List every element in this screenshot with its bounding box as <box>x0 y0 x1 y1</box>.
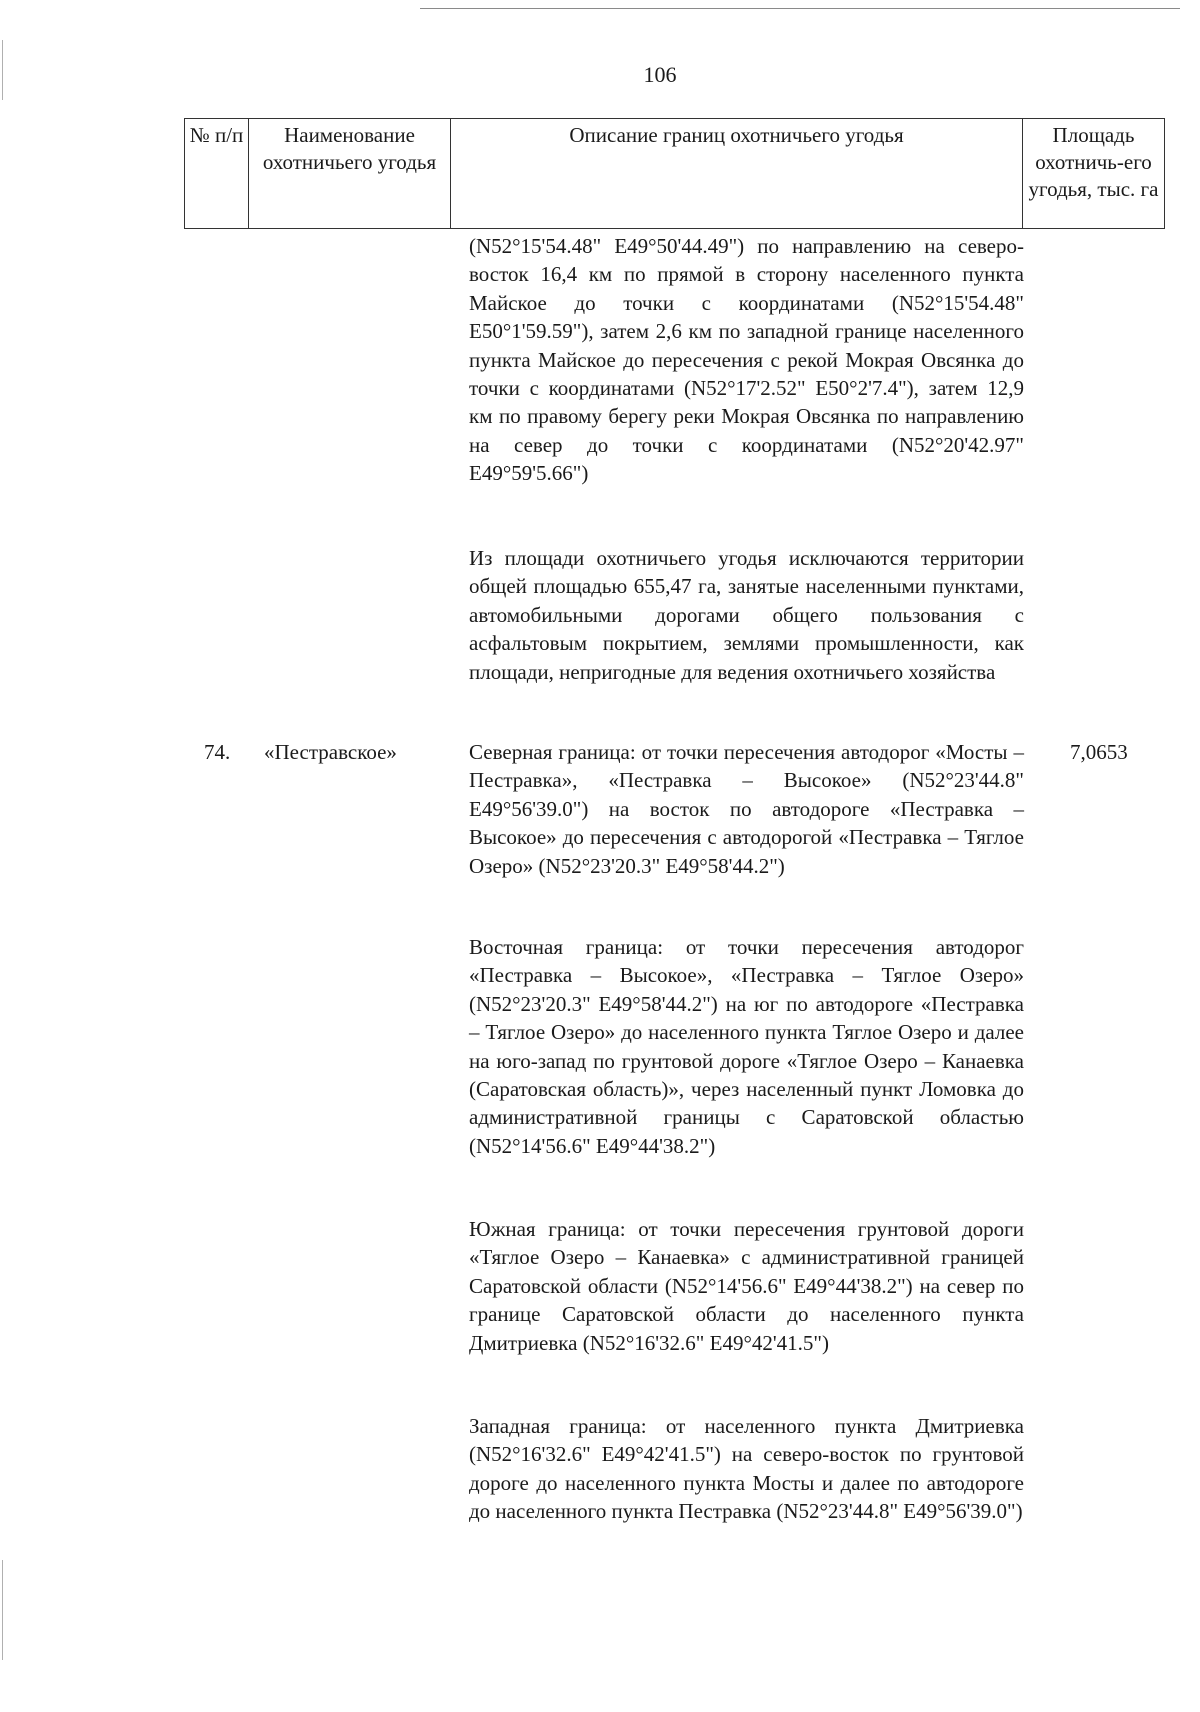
scan-edge-line <box>2 1560 3 1660</box>
south-boundary <box>469 1215 1024 1357</box>
continuation-description <box>469 232 1024 488</box>
hunting-ground-name: «Пестравское» <box>264 740 397 764</box>
header-num <box>185 119 249 229</box>
header-description <box>451 119 1023 229</box>
north-boundary <box>469 738 1024 880</box>
header-description-label: Описание границ охотничьего угодья <box>569 123 904 147</box>
east-boundary-text: Восточная граница: от точки пересечения автодорог «Пестравка – Высокое», «Пестравка – Тяглое Озеро» (N52°23'20.3" E49°58'44.2") на юг по автодороге «Пестравка – Тяглое Озеро» до населенного пункта Тяглое Озеро и далее на юго-запад по грунтовой дороге «Тяглое Озеро – Канаевка (Саратовская область)», через населенный пункт Ломовка до административной границы с Саратовской областью (N52°14'56.6" E49°44'38.2") <box>469 935 1024 1158</box>
south-boundary-text: Южная граница: от точки пересечения грунтовой дороги «Тяглое Озеро – Канаевка» с административной границей Саратовской области (N52°14'56.6" E49°44'38.2") на север по границе Саратовской области до населенного пункта Дмитриевка (N52°16'32.6" E49°42'41.5") <box>469 1217 1024 1355</box>
page-number: 106 <box>643 62 677 87</box>
header-name <box>249 119 451 229</box>
west-boundary-text: Западная граница: от населенного пункта Дмитриевка (N52°16'32.6" E49°42'41.5") на северо-восток по грунтовой дороге до населенного пункта Мосты и далее по автодороге до населенного пункта Пестравка (N52°23'44.8" E49°56'39.0") <box>469 1414 1024 1524</box>
north-boundary-text: Северная граница: от точки пересечения автодорог «Мосты – Пестравка», «Пестравка – Высокое» (N52°23'44.8" E49°56'39.0") на восток по автодороге «Пестравка – Высокое» до пересечения с автодорогой «Пестравка – Тяглое Озеро» (N52°23'20.3" E49°58'44.2") <box>469 740 1024 878</box>
east-boundary <box>469 933 1024 1160</box>
header-area <box>1023 119 1165 229</box>
header-area-label: Площадь охотничь-его угодья, тыс. га <box>1028 123 1159 201</box>
table-header <box>184 118 1165 229</box>
top-rule <box>420 8 1180 9</box>
west-boundary <box>469 1412 1024 1526</box>
continuation-exclusion <box>469 544 1024 686</box>
hunting-ground-area: 7,0653 <box>1070 740 1128 764</box>
exclusion-paragraph: Из площади охотничьего угодья исключаются территории общей площадью 655,47 га, занятые населенными пунктами, автомобильными дорогами общего пользования с асфальтовым покрытием, землями промышленности, как площади, непригодные для ведения охотничьего хозяйства <box>469 546 1024 684</box>
continuation-paragraph: (N52°15'54.48" E49°50'44.49") по направлению на северо-восток 16,4 км по прямой в сторону населенного пункта Майское до точки с координатами (N52°15'54.48" E50°1'59.59"), затем 2,6 км по западной границе населенного пункта Майское до пересечения с рекой Мокрая Овсянка до точки с координатами (N52°17'2.52" E50°2'7.4"), затем 12,9 км по правому берегу реки Мокрая Овсянка по направлению на север до точки с координатами (N52°20'42.97" E49°59'5.66") <box>469 234 1024 486</box>
header-num-label: № п/п <box>189 123 244 147</box>
header-name-label: Наименование охотничьего угодья <box>262 123 437 174</box>
row-number: 74. <box>204 740 231 764</box>
